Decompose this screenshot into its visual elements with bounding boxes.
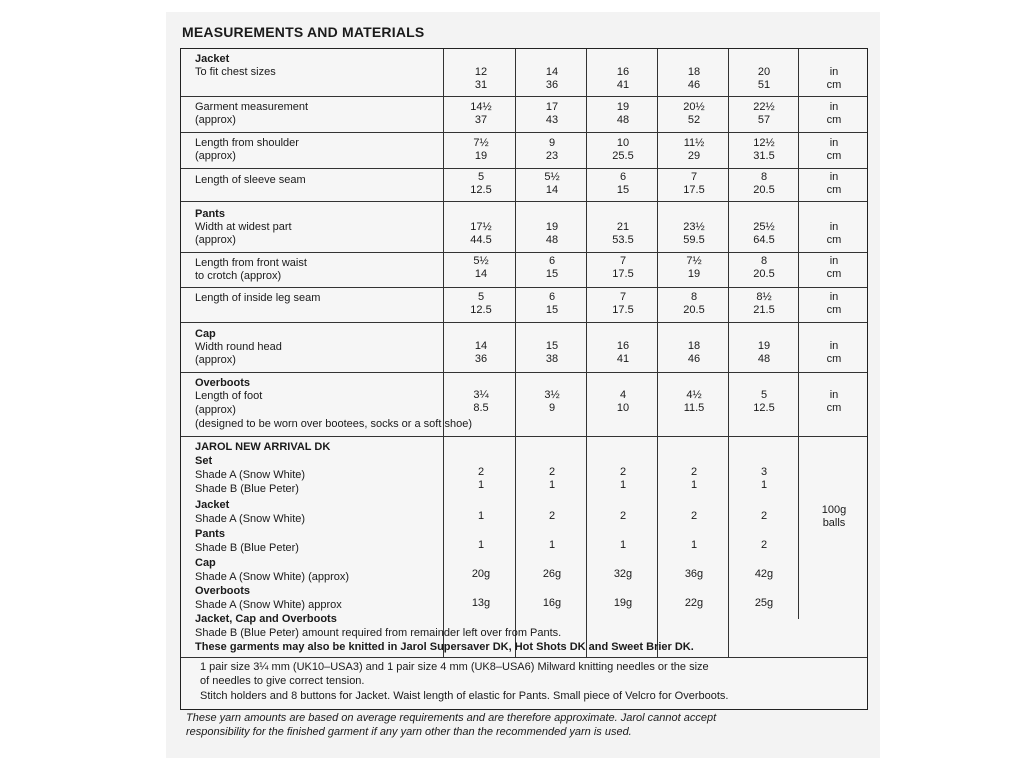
cell-in: 7 [690, 171, 698, 183]
cell-in: 9 [548, 137, 556, 149]
unit-in: in [829, 389, 839, 401]
cell-cm: 31.5 [753, 150, 775, 162]
cell-in: 6 [548, 255, 556, 267]
row-label: Length from shoulder [195, 137, 299, 149]
group-label-cap: Cap [195, 328, 216, 340]
yarn-cell: 1 [619, 479, 627, 491]
cell-cm: 15 [616, 184, 630, 196]
yarn-cell: 36g [684, 568, 704, 580]
yarn-cell: 16g [542, 597, 562, 609]
cell-cm: 46 [687, 353, 701, 365]
yarn-cell: 1 [548, 539, 556, 551]
yarn-row-label: Shade A (Snow White) [195, 469, 306, 481]
cell-cm: 51 [757, 79, 771, 91]
cell-in: 5½ [473, 255, 489, 267]
yarn-cell: 1 [477, 539, 485, 551]
cell-in: 5½ [544, 171, 560, 183]
yarn-cell: 2 [760, 539, 768, 551]
row-label: to crotch (approx) [195, 270, 282, 282]
cell-in: 7½ [473, 137, 489, 149]
yarn-cell: 42g [754, 568, 774, 580]
cell-cm: 36 [545, 79, 559, 91]
cell-cm: 43 [545, 114, 559, 126]
cell-in: 14 [474, 340, 488, 352]
yarn-heading: JAROL NEW ARRIVAL DK [195, 441, 331, 453]
row-label: Length of foot [195, 390, 263, 402]
cell-cm: 9 [548, 402, 556, 414]
cell-cm: 17.5 [683, 184, 705, 196]
yarn-cell: 2 [690, 510, 698, 522]
cell-cm: 41 [616, 353, 630, 365]
col-divider [798, 49, 799, 619]
needles-line: 1 pair size 3¼ mm (UK10–USA3) and 1 pair size 4 mm (UK8–USA6) Milward knitting needles or the size [200, 661, 709, 673]
cell-in: 7½ [686, 255, 702, 267]
row-divider [181, 322, 867, 323]
yarn-set-label: Set [195, 455, 213, 467]
cell-in: 15 [545, 340, 559, 352]
yarn-row-label: Shade B (Blue Peter) [195, 483, 299, 495]
cell-cm: 19 [474, 150, 488, 162]
yarn-overboots-label: Overboots [195, 585, 251, 597]
cell-cm: 14 [474, 268, 488, 280]
unit-cm: cm [826, 353, 842, 365]
row-label: (approx) [195, 404, 236, 416]
cell-cm: 29 [687, 150, 701, 162]
cell-cm: 53.5 [612, 234, 634, 246]
cell-in: 17 [545, 101, 559, 113]
cell-in: 7 [619, 255, 627, 267]
row-divider [181, 96, 867, 97]
row-note: (designed to be worn over bootees, socks or a soft shoe) [195, 418, 472, 430]
yarn-cell: 1 [760, 479, 768, 491]
unit-cm: cm [826, 150, 842, 162]
cell-in: 12 [474, 66, 488, 78]
yarn-cell: 2 [690, 466, 698, 478]
cell-cm: 14 [545, 184, 559, 196]
cell-cm: 64.5 [753, 234, 775, 246]
unit-in: in [829, 101, 839, 113]
yarn-cell: 1 [548, 479, 556, 491]
cell-in: 18 [687, 66, 701, 78]
cell-cm: 48 [757, 353, 771, 365]
yarn-cell: 13g [471, 597, 491, 609]
footer-note: responsibility for the finished garment if any yarn other than the recommended yarn is used. [186, 726, 632, 738]
cell-in: 20½ [683, 101, 705, 113]
row-label: (approx) [195, 114, 236, 126]
cell-cm: 12.5 [470, 304, 492, 316]
row-label: (approx) [195, 354, 236, 366]
row-label: Width at widest part [195, 221, 292, 233]
needles-line: of needles to give correct tension. [200, 675, 365, 687]
yarn-cell: 1 [477, 479, 485, 491]
col-divider [443, 49, 444, 657]
cell-in: 5 [477, 291, 485, 303]
cell-cm: 20.5 [753, 268, 775, 280]
cell-cm: 12.5 [470, 184, 492, 196]
cell-in: 4½ [686, 389, 702, 401]
cell-in: 3¼ [473, 389, 489, 401]
cell-cm: 8.5 [473, 402, 489, 414]
cell-cm: 11.5 [683, 402, 705, 414]
unit-cm: cm [826, 79, 842, 91]
row-label: To fit chest sizes [195, 66, 276, 78]
cell-in: 21 [616, 221, 630, 233]
unit-cm: cm [826, 402, 842, 414]
yarn-cell: 2 [548, 510, 556, 522]
unit-in: in [829, 255, 839, 267]
yarn-cell: 25g [754, 597, 774, 609]
yarn-cell: 19g [613, 597, 633, 609]
yarn-cell: 1 [690, 479, 698, 491]
cell-in: 14 [545, 66, 559, 78]
footer-note: These yarn amounts are based on average requirements and are therefore approximate. Jarol cannot accept [186, 712, 717, 724]
unit-cm: cm [826, 268, 842, 280]
yarn-cell: 26g [542, 568, 562, 580]
cell-in: 20 [757, 66, 771, 78]
yarn-cell: 20g [471, 568, 491, 580]
group-label-overboots: Overboots [195, 377, 251, 389]
cell-cm: 17.5 [612, 268, 634, 280]
yarn-cell: 32g [613, 568, 633, 580]
cell-in: 17½ [470, 221, 492, 233]
yarn-cap-label: Cap [195, 557, 216, 569]
cell-in: 19 [757, 340, 771, 352]
cell-in: 16 [616, 66, 630, 78]
row-label: Length of sleeve seam [195, 174, 306, 186]
unit-in: in [829, 340, 839, 352]
row-divider [181, 201, 867, 202]
yarn-cell: 1 [477, 510, 485, 522]
cell-cm: 48 [616, 114, 630, 126]
yarn-cell: 22g [684, 597, 704, 609]
cell-in: 5 [760, 389, 768, 401]
yarn-jco-note: Shade B (Blue Peter) amount required from remainder left over from Pants. [195, 627, 562, 639]
yarn-row-label: Shade A (Snow White) [195, 513, 306, 525]
row-divider [181, 287, 867, 288]
cell-in: 22½ [753, 101, 775, 113]
cell-cm: 15 [545, 268, 559, 280]
cell-in: 18 [687, 340, 701, 352]
cell-cm: 41 [616, 79, 630, 91]
cell-cm: 57 [757, 114, 771, 126]
cell-cm: 23 [545, 150, 559, 162]
cell-in: 14½ [470, 101, 492, 113]
row-divider [181, 132, 867, 133]
cell-cm: 21.5 [753, 304, 775, 316]
cell-in: 8½ [756, 291, 772, 303]
cell-cm: 36 [474, 353, 488, 365]
cell-cm: 48 [545, 234, 559, 246]
yarn-alt-note: These garments may also be knitted in Jarol Supersaver DK, Hot Shots DK and Sweet Brier DK. [195, 641, 694, 653]
cell-cm: 20.5 [753, 184, 775, 196]
yarn-cell: 1 [690, 539, 698, 551]
cell-cm: 44.5 [470, 234, 492, 246]
cell-cm: 17.5 [612, 304, 634, 316]
cell-cm: 12.5 [753, 402, 775, 414]
unit-in: in [829, 221, 839, 233]
row-label: Length from front waist [195, 257, 307, 269]
cell-cm: 31 [474, 79, 488, 91]
yarn-cell: 2 [548, 466, 556, 478]
cell-in: 3½ [544, 389, 560, 401]
cell-in: 8 [760, 255, 768, 267]
yarn-cell: 2 [619, 466, 627, 478]
cell-cm: 38 [545, 353, 559, 365]
cell-in: 19 [545, 221, 559, 233]
cell-in: 12½ [753, 137, 775, 149]
row-divider [181, 372, 867, 373]
row-divider [181, 168, 867, 169]
cell-in: 4 [619, 389, 627, 401]
group-label-jacket: Jacket [195, 53, 230, 65]
cell-in: 7 [619, 291, 627, 303]
cell-in: 10 [616, 137, 630, 149]
row-divider [181, 436, 867, 437]
cell-in: 8 [690, 291, 698, 303]
row-label: (approx) [195, 234, 236, 246]
yarn-row-label: Shade A (Snow White) (approx) [195, 571, 350, 583]
cell-in: 23½ [683, 221, 705, 233]
unit-cm: cm [826, 304, 842, 316]
row-label: Length of inside leg seam [195, 292, 321, 304]
cell-cm: 19 [687, 268, 701, 280]
cell-cm: 25.5 [612, 150, 634, 162]
cell-cm: 10 [616, 402, 630, 414]
yarn-cell: 2 [760, 510, 768, 522]
yarn-row-label: Shade A (Snow White) approx [195, 599, 342, 611]
cell-cm: 37 [474, 114, 488, 126]
yarn-jco-label: Jacket, Cap and Overboots [195, 613, 337, 625]
yarn-unit: 100g [821, 504, 847, 516]
unit-cm: cm [826, 184, 842, 196]
cell-in: 6 [548, 291, 556, 303]
yarn-unit: balls [822, 517, 846, 529]
cell-in: 16 [616, 340, 630, 352]
group-label-pants: Pants [195, 208, 225, 220]
needles-line: Stitch holders and 8 buttons for Jacket. Waist length of elastic for Pants. Small piece of Velcro for Overboots. [200, 690, 729, 702]
cell-in: 11½ [683, 137, 705, 149]
row-divider [181, 252, 867, 253]
unit-in: in [829, 66, 839, 78]
cell-cm: 52 [687, 114, 701, 126]
yarn-pants-label: Pants [195, 528, 225, 540]
unit-in: in [829, 291, 839, 303]
yarn-cell: 2 [619, 510, 627, 522]
unit-cm: cm [826, 114, 842, 126]
cell-cm: 46 [687, 79, 701, 91]
cell-in: 25½ [753, 221, 775, 233]
unit-cm: cm [826, 234, 842, 246]
row-label: (approx) [195, 150, 236, 162]
unit-in: in [829, 137, 839, 149]
cell-in: 6 [619, 171, 627, 183]
page-title: MEASUREMENTS AND MATERIALS [182, 24, 425, 40]
yarn-jacket-label: Jacket [195, 499, 230, 511]
cell-in: 8 [760, 171, 768, 183]
cell-cm: 59.5 [683, 234, 705, 246]
cell-cm: 20.5 [683, 304, 705, 316]
cell-cm: 15 [545, 304, 559, 316]
unit-in: in [829, 171, 839, 183]
cell-in: 5 [477, 171, 485, 183]
yarn-cell: 2 [477, 466, 485, 478]
cell-in: 19 [616, 101, 630, 113]
yarn-cell: 1 [619, 539, 627, 551]
yarn-cell: 3 [760, 466, 768, 478]
row-divider [181, 657, 867, 658]
row-label: Width round head [195, 341, 282, 353]
yarn-row-label: Shade B (Blue Peter) [195, 542, 299, 554]
row-label: Garment measurement [195, 101, 309, 113]
